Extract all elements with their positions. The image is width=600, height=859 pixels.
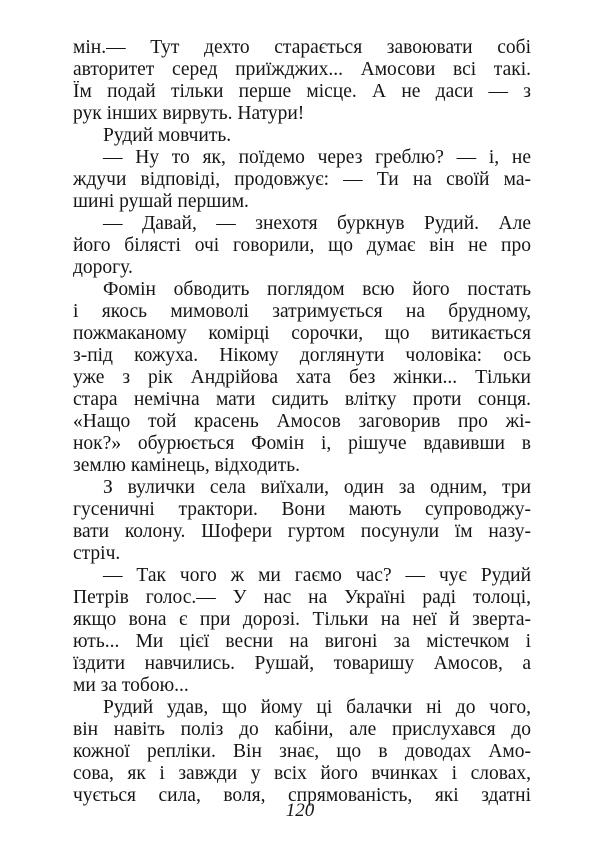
page-number: 120 [285, 800, 315, 821]
paragraph [73, 37, 531, 125]
text-line: і якось мимоволі затримується на брудному, [73, 301, 531, 322]
text-line: чується сила, воля, спрямованість, які здатні [73, 785, 531, 806]
paragraph [73, 279, 531, 477]
text-line: шині рушай першим. [73, 191, 249, 212]
text-line: вати колону. Шофери гуртом посунули їм назу- [73, 521, 531, 542]
text-line: уже з рік Андрійова хата без жінки... Тільки [73, 367, 531, 388]
text-line: стара немічна мати сидить влітку проти сонця. [73, 389, 531, 410]
text-line: рук інших вирвуть. Натури! [73, 103, 305, 124]
text-line: нок?» обурюється Фомін і, рішуче вдавивши в [73, 433, 531, 454]
text-line: стріч. [73, 543, 121, 564]
text-line: З вулички села виїхали, один за одним, три [103, 477, 531, 498]
text-line: авторитет серед приїжджих... Амосови всі такі. [73, 59, 531, 80]
text-line: він навіть поліз до кабіни, але прислухався до [73, 719, 531, 740]
text-line: якщо вона є при дорозі. Тільки на неї й зверта- [73, 609, 531, 630]
text-line: ють... Ми цієї весни на вигоні за містечком і [73, 631, 531, 652]
text-line: — Давай, — знехотя буркнув Рудий. Але [103, 213, 531, 234]
text-line: їздити навчились. Рушай, товаришу Амосов, а [73, 653, 531, 674]
text-line: мін.— Тут дехто старається завоювати собі [73, 37, 531, 58]
text-line: дорогу. [73, 257, 133, 278]
text-line: пожмаканому комірці сорочки, що витикається [73, 323, 531, 344]
text-line: його білясті очі говорили, що думає він не про [73, 235, 531, 256]
text-line: — Так чого ж ми гаємо час? — чує Рудий [103, 565, 531, 586]
text-line: з-під кожуха. Нікому доглянути чоловіка: ось [73, 345, 531, 366]
text-line: землю камінець, відходить. [73, 455, 301, 476]
text-line: кожної репліки. Він знає, що в доводах Амо- [73, 741, 531, 762]
text-line: гусеничні трактори. Вони мають супроводжу- [73, 499, 531, 520]
paragraph [73, 125, 531, 147]
paragraph [73, 477, 531, 565]
paragraph [73, 565, 531, 697]
text-line: Їм подай тільки перше місце. А не даси — з [73, 81, 531, 102]
text-line: «Нащо той красень Амосов заговорив про жі- [73, 411, 531, 432]
text-line: Рудий удав, що йому ці балачки ні до чого, [103, 697, 531, 718]
text-line: Рудий мовчить. [103, 125, 232, 146]
paragraph [73, 147, 531, 213]
paragraph [73, 697, 531, 807]
text-line: Фомін обводить поглядом всю його постать [103, 279, 531, 300]
text-line: — Ну то як, поїдемо через греблю? — і, не [103, 147, 531, 168]
text-line: ми за тобою... [73, 675, 189, 696]
paragraph [73, 213, 531, 279]
text-line: сова, як і завжди у всіх його вчинках і словах, [73, 763, 531, 784]
text-line: ждучи відповіді, продовжує: — Ти на своїй ма- [73, 169, 531, 190]
body-text [73, 37, 531, 807]
text-line: Петрів голос.— У нас на Україні раді толоці, [73, 587, 531, 608]
